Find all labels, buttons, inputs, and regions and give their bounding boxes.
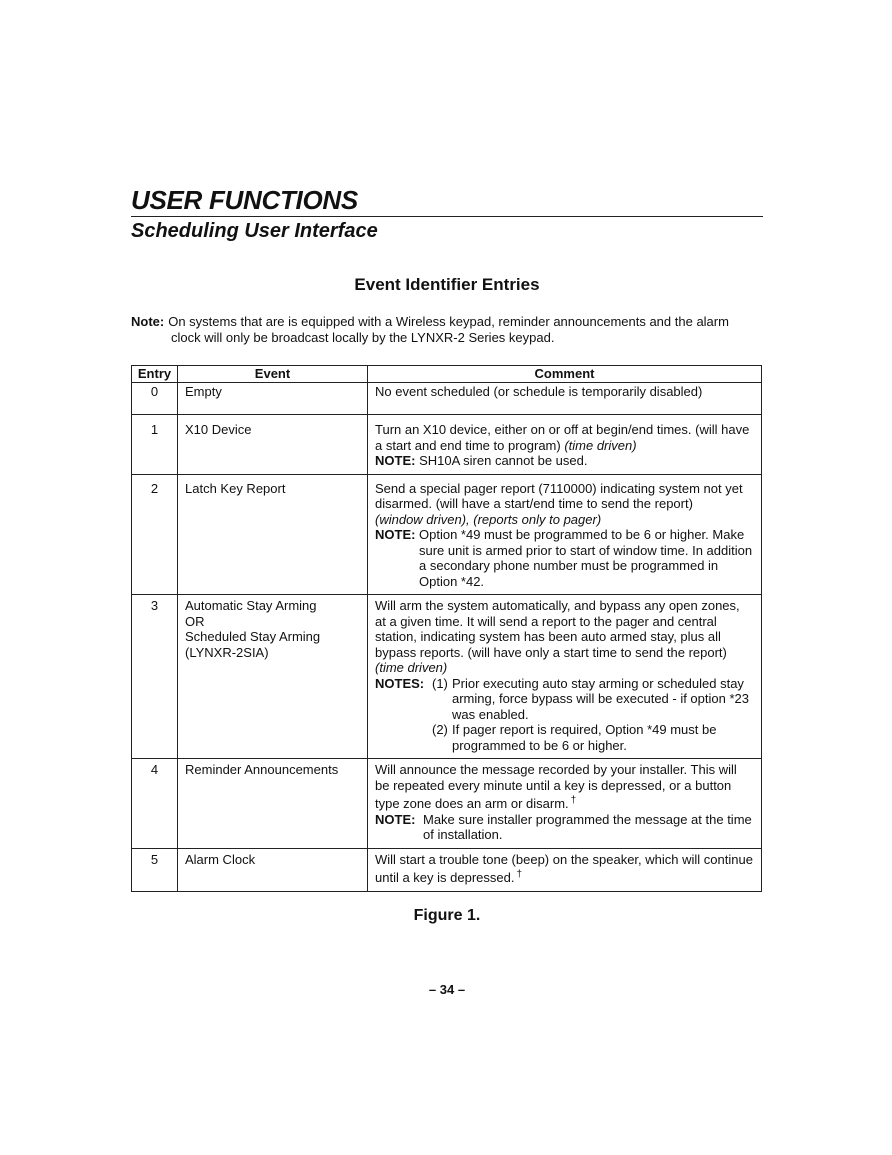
- comment-italic: (window driven), (reports only to pager): [375, 511, 602, 527]
- table-row: [132, 474, 762, 595]
- note-label: NOTE:: [375, 811, 416, 827]
- note-text: SH10A siren cannot be used.: [419, 453, 588, 468]
- note-line-1: On systems that are is equipped with a Wireless keypad, reminder announcements and the alarm: [168, 314, 729, 329]
- note-label: Note:: [131, 314, 165, 329]
- comment-cell: [368, 595, 762, 759]
- comment-cell: [368, 415, 762, 475]
- entry-cell: 0: [132, 383, 178, 415]
- page-title: USER FUNCTIONS: [131, 185, 358, 215]
- event-cell: [178, 595, 368, 759]
- section-title: Event Identifier Entries: [354, 275, 540, 294]
- comment-text: Will start a trouble tone (beep) on the speaker, which will continue until a key is depressed.: [375, 851, 753, 885]
- entry-cell: 2: [132, 474, 178, 595]
- comment-italic: (time driven): [375, 660, 448, 675]
- notes-label: NOTES:: [375, 675, 425, 691]
- page-number: – 34 –: [428, 982, 466, 997]
- table-row: [132, 759, 762, 849]
- entry-cell: 5: [132, 848, 178, 891]
- comment-text: Send a special pager report (7110000) indicating system not yet disarmed. (will have a start/end time to send the report): [375, 480, 743, 511]
- event-cell: Reminder Announcements: [178, 759, 368, 849]
- event-cell: X10 Device: [178, 415, 368, 475]
- comment-text: Will announce the message recorded by your installer. This will be repeated every minute until a key is depressed, or a button type zone does an arm or disarm.: [375, 762, 737, 811]
- note-text: Prior executing auto stay arming or scheduled stay arming, force bypass will be executed - if option *23 was enabled.: [452, 675, 749, 722]
- numbered-note: [432, 676, 754, 723]
- dagger-mark: †: [570, 795, 577, 806]
- note-text: Option *49 must be programmed to be 6 or higher. Make sure unit is armed prior to start of window time. In addition a secondary phone number must be programmed in Option *42.: [419, 527, 753, 589]
- table-row: [132, 595, 762, 759]
- event-line: Scheduled Stay Arming: [185, 629, 321, 644]
- note-text: If pager report is required, Option *49 must be programmed to be 6 or higher.: [452, 722, 717, 753]
- event-identifier-table: [131, 365, 762, 892]
- header-entry: Entry: [132, 366, 178, 383]
- note-number: (1): [432, 675, 448, 691]
- note-line-2: clock will only be broadcast locally by the LYNXR-2 Series keypad.: [171, 330, 555, 345]
- note-number: (2): [432, 722, 448, 737]
- event-cell: Empty: [178, 383, 368, 415]
- comment-text: Turn an X10 device, either on or off at begin/end times. (will have a start and end time to program): [375, 422, 750, 453]
- note-label: NOTE:: [375, 453, 416, 468]
- table-row: [132, 848, 762, 891]
- title-rule: [131, 216, 763, 217]
- comment-cell: [368, 474, 762, 595]
- comment-cell: [368, 848, 762, 891]
- dagger-mark: †: [516, 869, 523, 880]
- event-line: OR: [185, 613, 205, 629]
- comment-cell: No event scheduled (or schedule is temporarily disabled): [368, 383, 762, 415]
- entry-cell: 3: [132, 595, 178, 759]
- event-line: (LYNXR-2SIA): [185, 644, 269, 660]
- figure-caption: Figure 1.: [413, 907, 481, 924]
- table-header-row: [132, 366, 762, 383]
- comment-cell: [368, 759, 762, 849]
- page-subtitle: Scheduling User Interface: [131, 220, 378, 242]
- note-text: Make sure installer programmed the message at the time of installation.: [423, 811, 752, 842]
- note-label: NOTE:: [375, 527, 416, 542]
- table-row: [132, 383, 762, 415]
- comment-text: Will arm the system automatically, and bypass any open zones, at a given time. It will send a report to the pager and central station, indicating system has been auto armed stay, plus all bypass reports. (will have only a start time to send the report): [375, 598, 740, 660]
- entry-cell: 1: [132, 415, 178, 475]
- header-event: Event: [178, 366, 368, 383]
- intro-note: [131, 314, 763, 346]
- event-cell: Alarm Clock: [178, 848, 368, 891]
- header-comment: Comment: [368, 366, 762, 383]
- event-line: Automatic Stay Arming: [185, 598, 317, 613]
- event-cell: Latch Key Report: [178, 474, 368, 595]
- numbered-note: [375, 722, 754, 753]
- comment-italic: (time driven): [564, 437, 637, 453]
- entry-cell: 4: [132, 759, 178, 849]
- table-row: [132, 415, 762, 475]
